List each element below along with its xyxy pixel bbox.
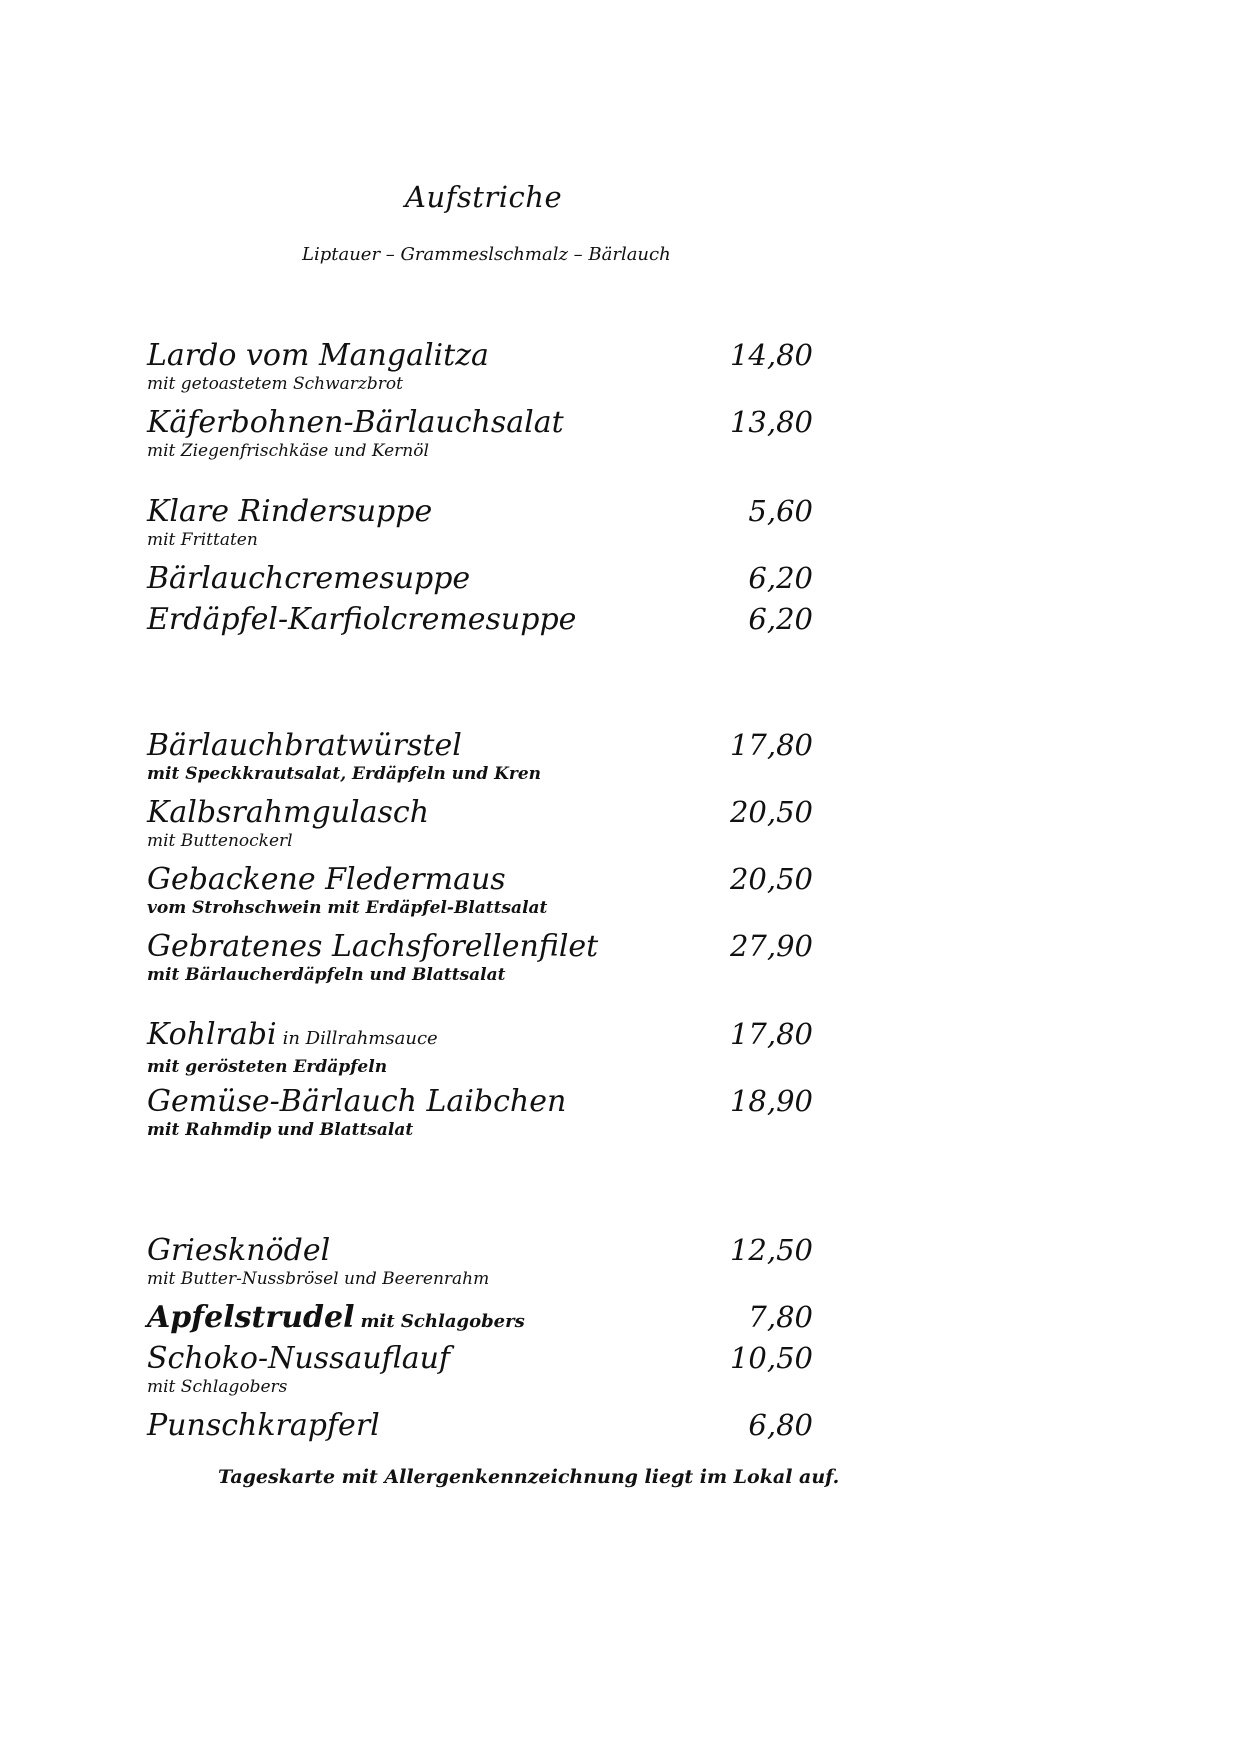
item-price: 13,80 xyxy=(729,405,813,439)
item-description: mit Schlagobers xyxy=(147,1377,288,1397)
item-price: 18,90 xyxy=(729,1084,813,1118)
item-name: Schoko-Nussauflauf xyxy=(147,1341,451,1376)
menu-item-punschkrapferl xyxy=(147,1405,813,1446)
item-price: 7,80 xyxy=(748,1300,813,1334)
item-name: Käferbohnen-Bärlauchsalat xyxy=(147,405,564,440)
spreads-list: Liptauer – Grammeslschmalz – Bärlauch xyxy=(302,244,671,265)
menu-item-griesknoedel xyxy=(147,1230,813,1291)
item-description: mit Speckkrautsalat, Erdäpfeln und Kren xyxy=(147,764,542,784)
item-name: Gebratenes Lachsforellenfilet xyxy=(147,929,599,964)
item-name xyxy=(147,1015,438,1059)
item-price: 14,80 xyxy=(729,338,813,372)
item-price: 10,50 xyxy=(729,1341,813,1375)
menu-item-bratwuerstel xyxy=(147,725,813,786)
item-name: Gebackene Fledermaus xyxy=(147,862,506,897)
menu-item-karfiolcremesuppe xyxy=(147,599,813,640)
item-name: Gemüse-Bärlauch Laibchen xyxy=(147,1084,567,1119)
item-name: Griesknödel xyxy=(147,1233,331,1268)
allergen-note: Tageskarte mit Allergenkennzeichnung liegt im Lokal auf. xyxy=(218,1466,840,1488)
item-name xyxy=(147,1298,525,1342)
item-name: Punschkrapferl xyxy=(147,1408,380,1443)
item-price: 6,20 xyxy=(748,561,813,595)
item-name-note: mit Schlagobers xyxy=(360,1311,525,1332)
item-name-note: in Dillrahmsauce xyxy=(282,1028,438,1049)
item-price: 20,50 xyxy=(729,795,813,829)
item-description: mit gerösteten Erdäpfeln xyxy=(147,1057,388,1077)
item-price: 27,90 xyxy=(729,929,813,963)
item-description: mit Buttenockerl xyxy=(147,831,293,851)
item-name: Erdäpfel-Karfiolcremesuppe xyxy=(147,602,577,637)
menu-item-lardo xyxy=(147,335,813,396)
menu-item-rindersuppe xyxy=(147,491,813,552)
item-price: 17,80 xyxy=(729,728,813,762)
menu-item-kaeferbohnen xyxy=(147,402,813,463)
spreads-title: Aufstriche xyxy=(405,180,563,214)
item-price: 12,50 xyxy=(729,1233,813,1267)
item-name: Lardo vom Mangalitza xyxy=(147,338,489,373)
item-price: 5,60 xyxy=(748,494,813,528)
menu-item-baerlauchcremesuppe xyxy=(147,558,813,599)
menu-item-fledermaus xyxy=(147,859,813,920)
menu-item-lachsforellenfilet xyxy=(147,926,813,987)
item-description: vom Strohschwein mit Erdäpfel-Blattsalat xyxy=(147,898,548,918)
menu-item-schoko-nussauflauf xyxy=(147,1338,813,1399)
item-name: Kalbsrahmgulasch xyxy=(147,795,430,830)
item-description: mit Frittaten xyxy=(147,530,258,550)
item-description: mit getoastetem Schwarzbrot xyxy=(147,374,403,394)
item-price: 6,20 xyxy=(748,602,813,636)
item-name: Bärlauchcremesuppe xyxy=(147,561,471,596)
item-name-main: Kohlrabi xyxy=(147,1017,277,1052)
menu-item-kohlrabi xyxy=(147,1014,813,1079)
menu-item-apfelstrudel xyxy=(147,1297,813,1342)
item-name-main: Apfelstrudel xyxy=(147,1300,355,1335)
item-price: 20,50 xyxy=(729,862,813,896)
item-description: mit Bärlaucherdäpfeln und Blattsalat xyxy=(147,965,506,985)
item-price: 6,80 xyxy=(748,1408,813,1442)
item-name: Klare Rindersuppe xyxy=(147,494,433,529)
item-name: Bärlauchbratwürstel xyxy=(147,728,462,763)
item-description: mit Rahmdip und Blattsalat xyxy=(147,1120,414,1140)
item-description: mit Ziegenfrischkäse und Kernöl xyxy=(147,441,429,461)
item-description: mit Butter-Nussbrösel und Beerenrahm xyxy=(147,1269,490,1289)
menu-item-laibchen xyxy=(147,1081,813,1142)
item-price: 17,80 xyxy=(729,1017,813,1051)
menu-item-kalbsrahmgulasch xyxy=(147,792,813,853)
